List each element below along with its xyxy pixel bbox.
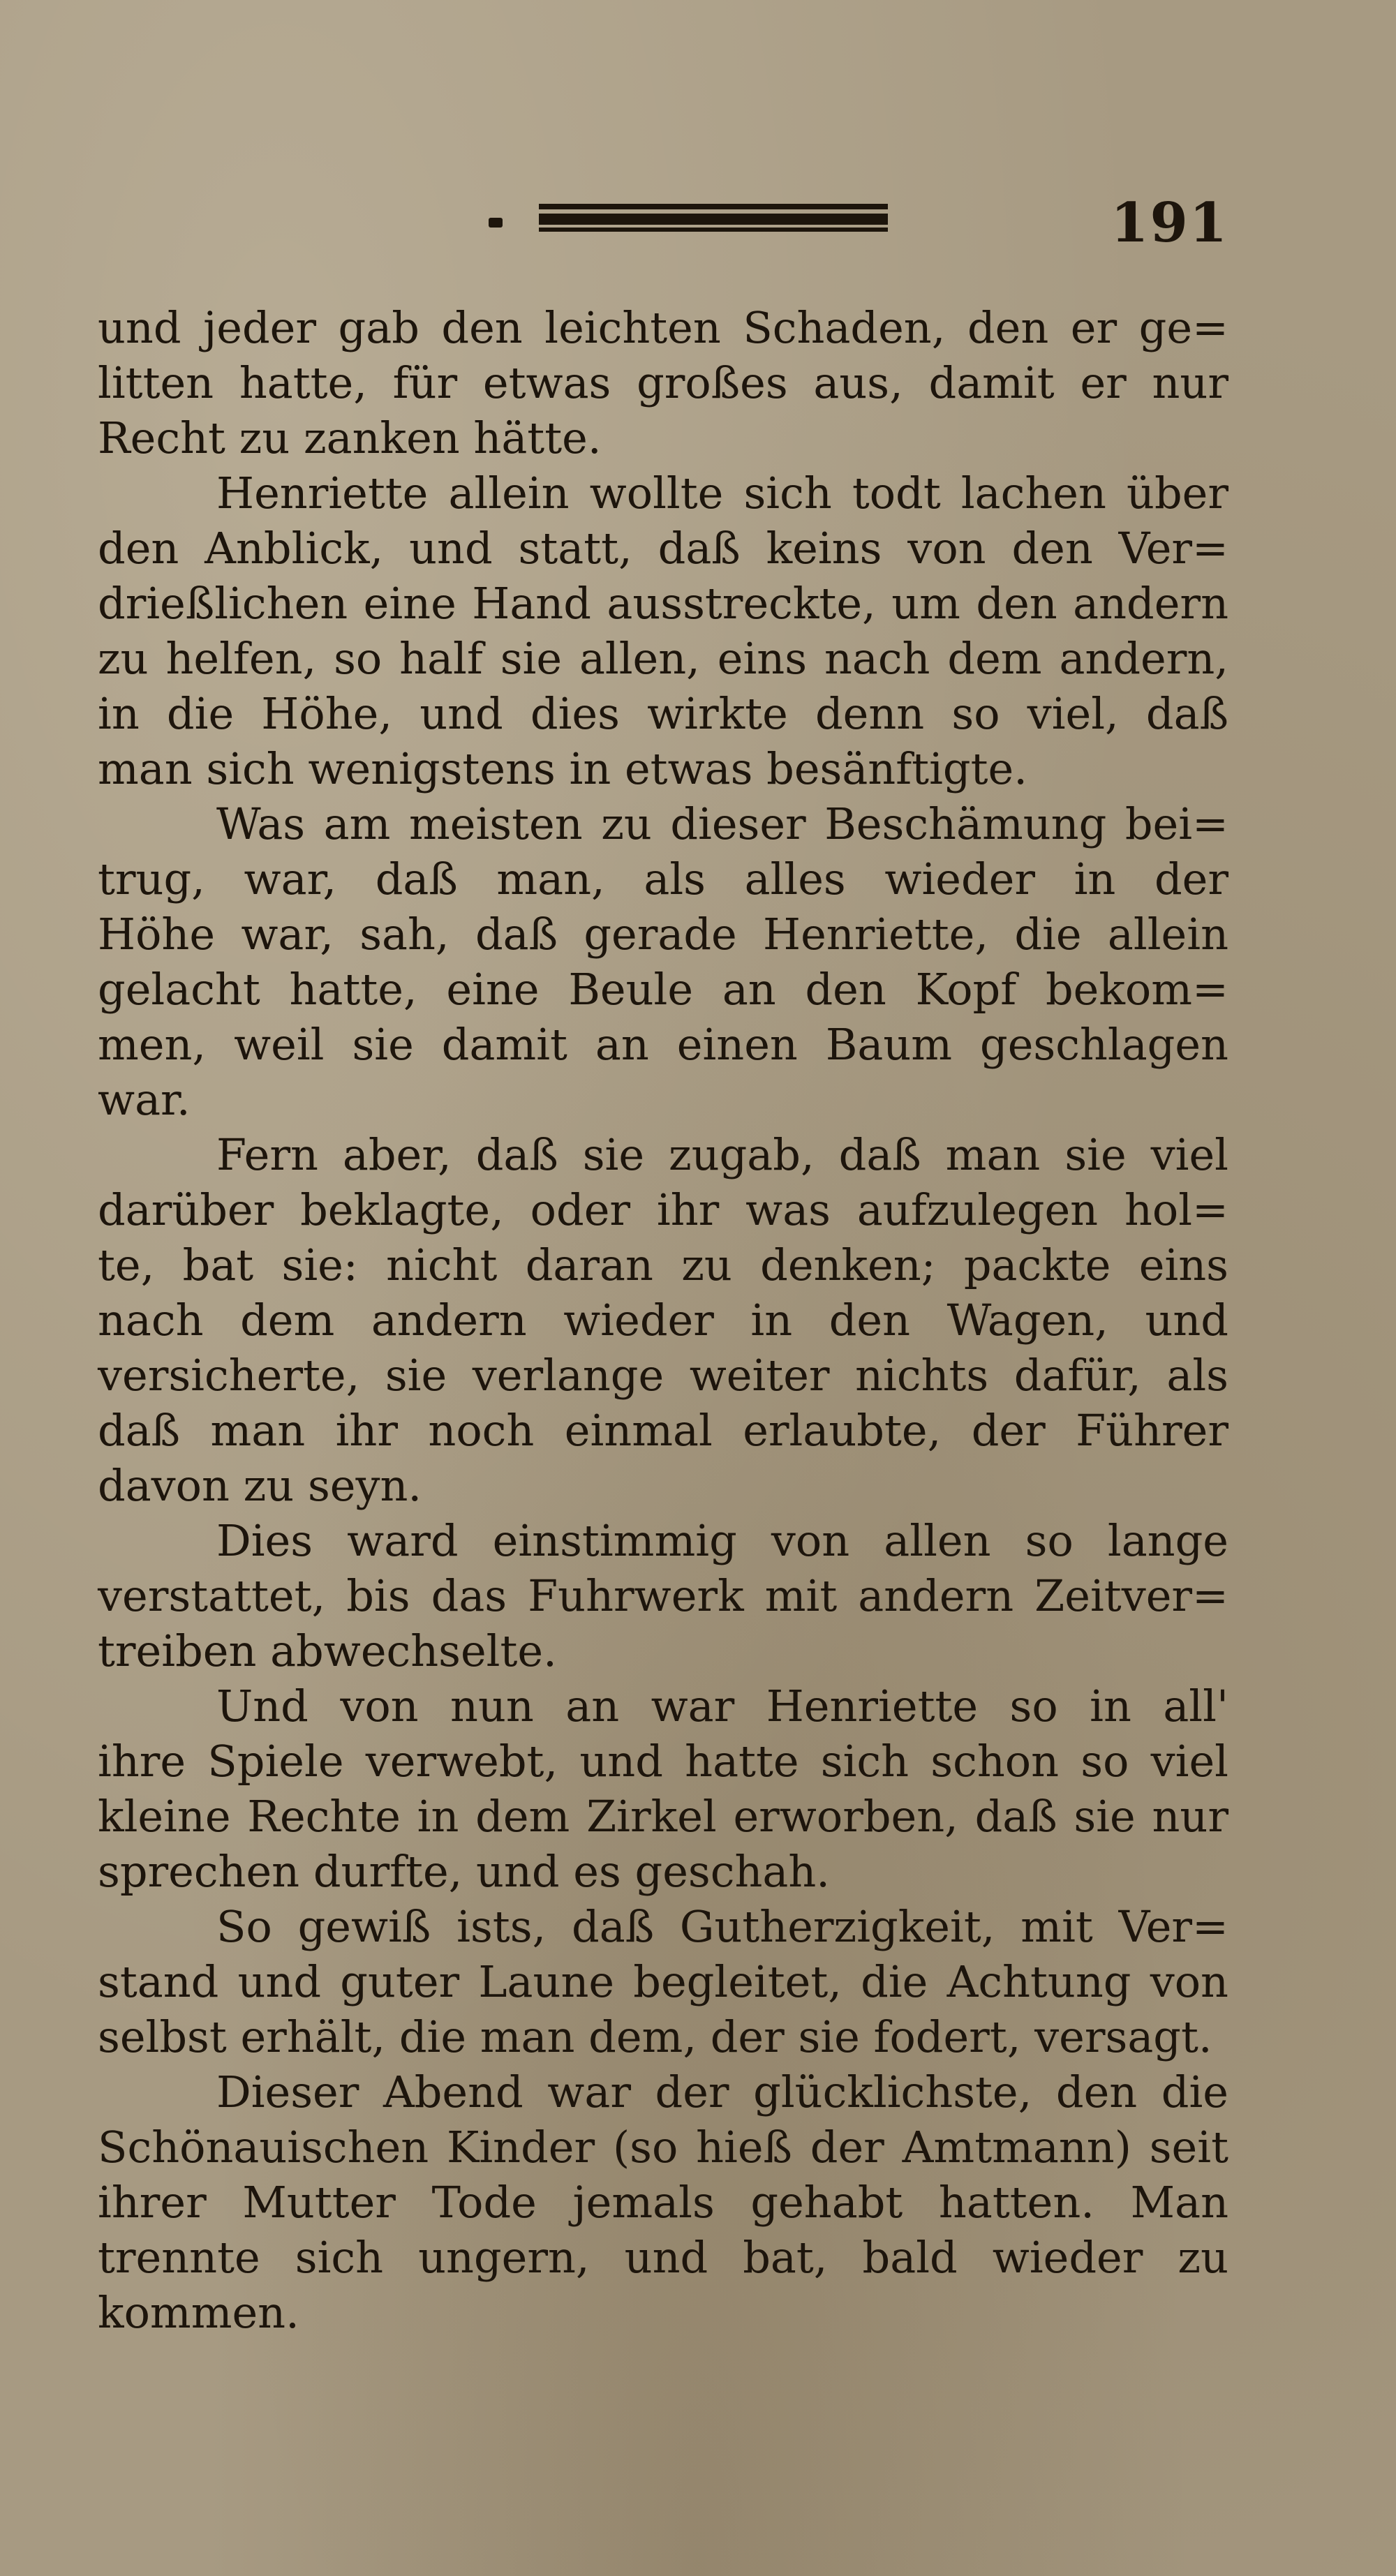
text-line: trennte sich ungern, und bat, bald wieder zu bbox=[98, 2232, 1228, 2283]
text-line: Höhe war, sah, daß gerade Henriette, die allein bbox=[98, 909, 1228, 960]
text-line: Dies ward einstimmig von allen so lange bbox=[216, 1515, 1228, 1566]
text-line: men, weil sie damit an einen Baum geschlagen bbox=[98, 1019, 1228, 1070]
text-line: selbst erhält, die man dem, der sie fodert, versagt. bbox=[98, 2011, 1212, 2062]
text-line: litten hatte, für etwas großes aus, damit er nur bbox=[98, 357, 1228, 408]
text-line: Dieser Abend war der glücklichste, den die bbox=[216, 2067, 1228, 2117]
text-line: Schönauischen Kinder (so hieß der Amtmann) seit bbox=[98, 2122, 1228, 2173]
text-line: zu helfen, so half sie allen, eins nach dem andern, bbox=[98, 633, 1228, 684]
text-line: Recht zu zanken hätte. bbox=[98, 412, 602, 463]
text-line: So gewiß ists, daß Gutherzigkeit, mit Ver= bbox=[216, 1901, 1228, 1952]
text-line: Fern aber, daß sie zugab, daß man sie viel bbox=[216, 1129, 1228, 1180]
text-line: darüber beklagte, oder ihr was aufzulegen hol= bbox=[98, 1184, 1228, 1235]
text-line: Und von nun an war Henriette so in all' bbox=[216, 1681, 1228, 1732]
text-line: gelacht hatte, eine Beule an den Kopf bekom= bbox=[98, 964, 1228, 1015]
text-line: te, bat sie: nicht daran zu denken; packte eins bbox=[98, 1239, 1228, 1290]
text-line: in die Höhe, und dies wirkte denn so viel, daß bbox=[98, 688, 1228, 739]
text-line: kommen. bbox=[98, 2287, 299, 2338]
text-line: verstattet, bis das Fuhrwerk mit andern Zeitver= bbox=[98, 1570, 1228, 1621]
text-line: den Anblick, und statt, daß keins von den Ver= bbox=[98, 523, 1228, 574]
text-line: daß man ihr noch einmal erlaubte, der Führer bbox=[98, 1405, 1228, 1456]
text-line: war. bbox=[98, 1074, 191, 1125]
text-line: kleine Rechte in dem Zirkel erworben, daß sie nur bbox=[98, 1791, 1228, 1842]
text-line: stand und guter Laune begleitet, die Achtung von bbox=[98, 1956, 1228, 2007]
text-line: drießlichen eine Hand ausstreckte, um den andern bbox=[98, 578, 1228, 629]
page-number: 191 bbox=[1111, 191, 1228, 255]
text-line: treiben abwechselte. bbox=[98, 1625, 557, 1676]
header-ornament-dot bbox=[489, 218, 503, 228]
text-line: nach dem andern wieder in den Wagen, und bbox=[98, 1295, 1228, 1346]
header-rule bbox=[539, 204, 888, 233]
body-text bbox=[98, 300, 1228, 2340]
text-line: ihre Spiele verwebt, und hatte sich schon so viel bbox=[98, 1736, 1228, 1787]
text-line: sprechen durfte, und es geschah. bbox=[98, 1846, 830, 1897]
text-line: Henriette allein wollte sich todt lachen über bbox=[216, 468, 1228, 519]
text-line: trug, war, daß man, als alles wieder in der bbox=[98, 854, 1228, 904]
text-line: versicherte, sie verlange weiter nichts dafür, als bbox=[98, 1350, 1228, 1401]
text-line: und jeder gab den leichten Schaden, den er ge= bbox=[98, 302, 1228, 353]
page-header bbox=[98, 188, 1228, 265]
text-line: Was am meisten zu dieser Beschämung bei= bbox=[216, 798, 1228, 849]
text-line: davon zu seyn. bbox=[98, 1460, 422, 1511]
text-line: man sich wenigstens in etwas besänftigte. bbox=[98, 743, 1027, 794]
text-line: ihrer Mutter Tode jemals gehabt hatten. Man bbox=[98, 2177, 1228, 2228]
